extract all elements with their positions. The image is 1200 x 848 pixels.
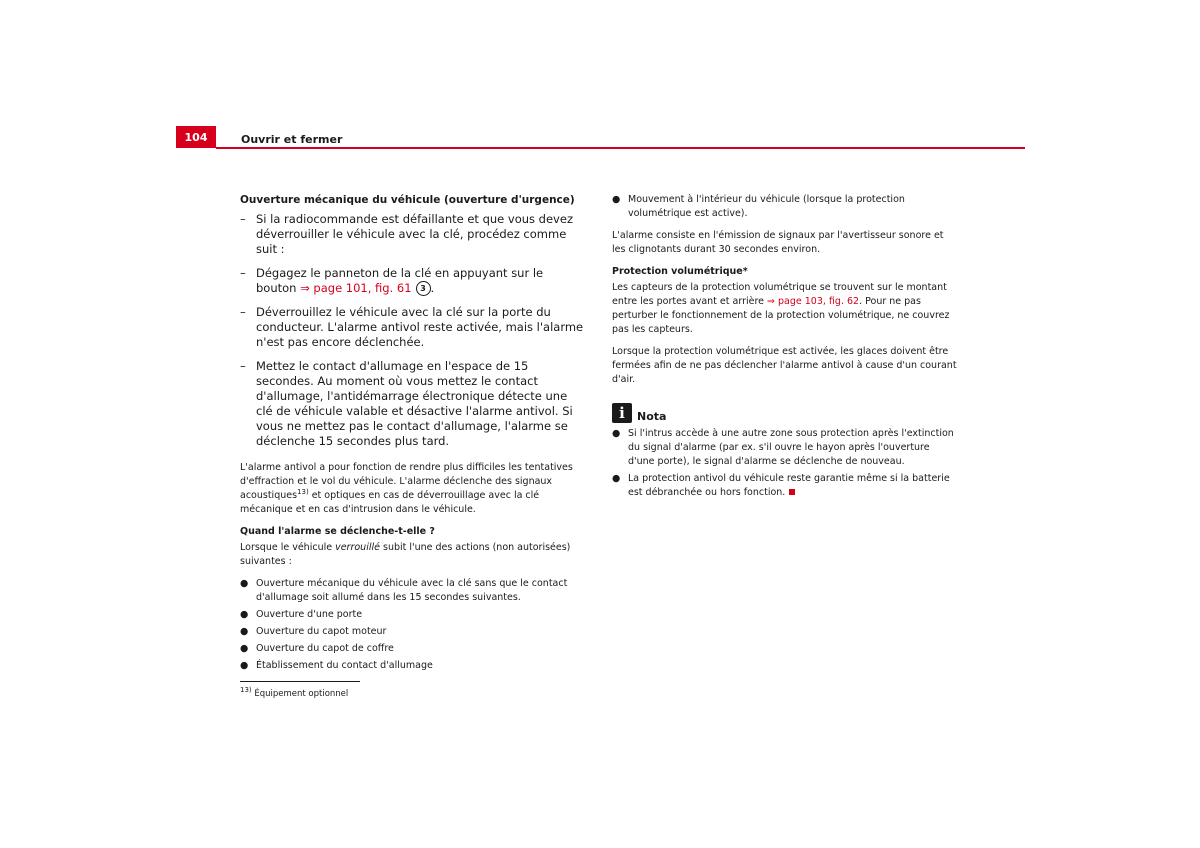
subheading: Protection volumétrique* [612,266,748,277]
paragraph [240,541,585,569]
bullet-item: ● Établissement du contact d'allumage [240,660,433,671]
bullet-item: ● Ouverture mécanique du véhicule avec la clé sans que le contact d'allumage soit allumé dans les 15 secondes suivantes. [240,578,568,603]
bullet-item: ● Ouverture d'une porte [240,609,363,620]
bullet-text: Ouverture d'une porte [256,609,363,620]
footnote [240,688,585,700]
dash-item: – Mettez le contact d'allumage en l'espace de 15 secondes. Au moment où vous mettez le contact d'allumage, l'antidémarrage électronique détecte une clé de véhicule valable et désactive l'alarme antivol. Si vous ne mettez pas le contact d'allumage, l'alarme se déclenche 15 secondes plus tard. [240,359,573,448]
footnote-mark: 13) [240,686,252,695]
bullet-text: La protection antivol du véhicule reste garantie même si la batterie est débranchée ou hors fonction. [628,473,950,498]
paragraph-text: subit l'une des actions (non autorisées) suivantes : [240,542,571,567]
bullet-text: Si l'intrus accède à une autre zone sous protection après l'extinction du signal d'alarme (par ex. s'il ouvre le hayon après l'ouverture d'une porte), le signal d'alarme se déclenche de nouveau. [628,428,954,467]
bullet-item: ● Ouverture du capot moteur [240,626,387,637]
dash-item-text: Mettez le contact d'allumage en l'espace de 15 secondes. Au moment où vous mettez le contact d'allumage, l'antidémarrage électronique détecte une clé de véhicule valable et désactive l'alarme antivol. Si vous ne mettez pas le contact d'allumage, l'alarme se déclenche 15 secondes plus tard. [256,359,573,448]
paragraph-text: Les capteurs de la protection volumétrique se trouvent sur le montant entre les portes avant et arrière [612,282,947,307]
bullet-item: ● Ouverture du capot de coffre [240,643,394,654]
header-rule [216,147,1025,149]
section-heading: Ouverture mécanique du véhicule (ouverture d'urgence) [240,194,575,206]
dash-item-text: Dégagez le panneton de la clé en appuyant sur le bouton [256,266,544,295]
note-bullet-item: ● Si l'intrus accède à une autre zone sous protection après l'extinction du signal d'alarme (par ex. s'il ouvre le hayon après l'ouverture d'une porte), le signal d'alarme se déclenche de nouveau. [612,428,954,467]
chapter-title: Ouvrir et fermer [241,133,343,146]
figure-callout-badge: 3 [416,281,431,296]
bullet-text: Ouverture mécanique du véhicule avec la clé sans que le contact d'allumage soit allumé dans les 15 secondes suivantes. [256,578,568,603]
page-reference-link[interactable]: ⇒ page 103, fig. 62 [767,296,860,307]
bullet-text: Ouverture du capot moteur [256,626,387,637]
paragraph: L'alarme consiste en l'émission de signaux par l'avertisseur sonore et les clignotants durant 30 secondes environ. [612,230,944,255]
bullet-item: ● Mouvement à l'intérieur du véhicule (lorsque la protection volumétrique est active). [612,194,905,219]
page-reference-link[interactable]: ⇒ page 101, fig. 61 [300,281,412,295]
end-marker [789,489,795,495]
right-column [612,193,957,503]
dash-item: – Si la radiocommande est défaillante et que vous devez déverrouiller le véhicule avec la clé, procédez comme suit : [240,212,573,256]
paragraph [240,461,585,517]
paragraph-text: L'alarme antivol a pour fonction de rendre plus difficiles les tentatives d'effraction et le vol du véhicule. L'alarme déclenche des signaux acoustiques [240,462,573,501]
left-column [240,193,585,700]
dash-item: – Dégagez le panneton de la clé en appuyant sur le bouton ⇒ page 101, fig. 61 3 . [240,266,544,295]
bullet-text: Ouverture du capot de coffre [256,643,394,654]
bullet-text: Mouvement à l'intérieur du véhicule (lorsque la protection volumétrique est active). [628,194,905,219]
note-title: Nota [637,410,667,423]
dash-item: – Déverrouillez le véhicule avec la clé sur la porte du conducteur. L'alarme antivol reste activée, mais l'alarme n'est pas encore déclenchée. [240,305,584,349]
paragraph-text: . Pour ne pas perturber le fonctionnement de la protection volumétrique, ne couvrez pas les capteurs. [612,296,950,335]
paragraph-text: et optiques en cas de déverrouillage avec la clé mécanique et en cas d'intrusion dans le véhicule. [240,490,540,515]
paragraph-text: Lorsque le véhicule [240,542,336,553]
dash-item-text: Déverrouillez le véhicule avec la clé sur la porte du conducteur. L'alarme antivol reste activée, mais l'alarme n'est pas encore déclenchée. [256,305,584,349]
footnote-text: Équipement optionnel [254,689,349,699]
info-icon: i [612,403,632,423]
dash-item-text-end: . [430,281,435,295]
footnote-ref: 13) [297,487,309,496]
page-number: 104 [176,126,216,148]
paragraph: Lorsque la protection volumétrique est activée, les glaces doivent être fermées afin de ne pas déclencher l'alarme antivol à cause d'un courant d'air. [612,346,957,385]
note-bullet-item: ● La protection antivol du véhicule reste garantie même si la batterie est débranchée ou hors fonction. [612,473,950,498]
paragraph [612,281,957,337]
dash-item-text: Si la radiocommande est défaillante et que vous devez déverrouiller le véhicule avec la clé, procédez comme suit : [256,212,573,256]
subheading: Quand l'alarme se déclenche-t-elle ? [240,526,435,537]
emphasis-text: verrouillé [335,542,380,553]
note-header [612,403,957,423]
footnote-rule [240,681,360,682]
bullet-text: Établissement du contact d'allumage [256,660,433,671]
